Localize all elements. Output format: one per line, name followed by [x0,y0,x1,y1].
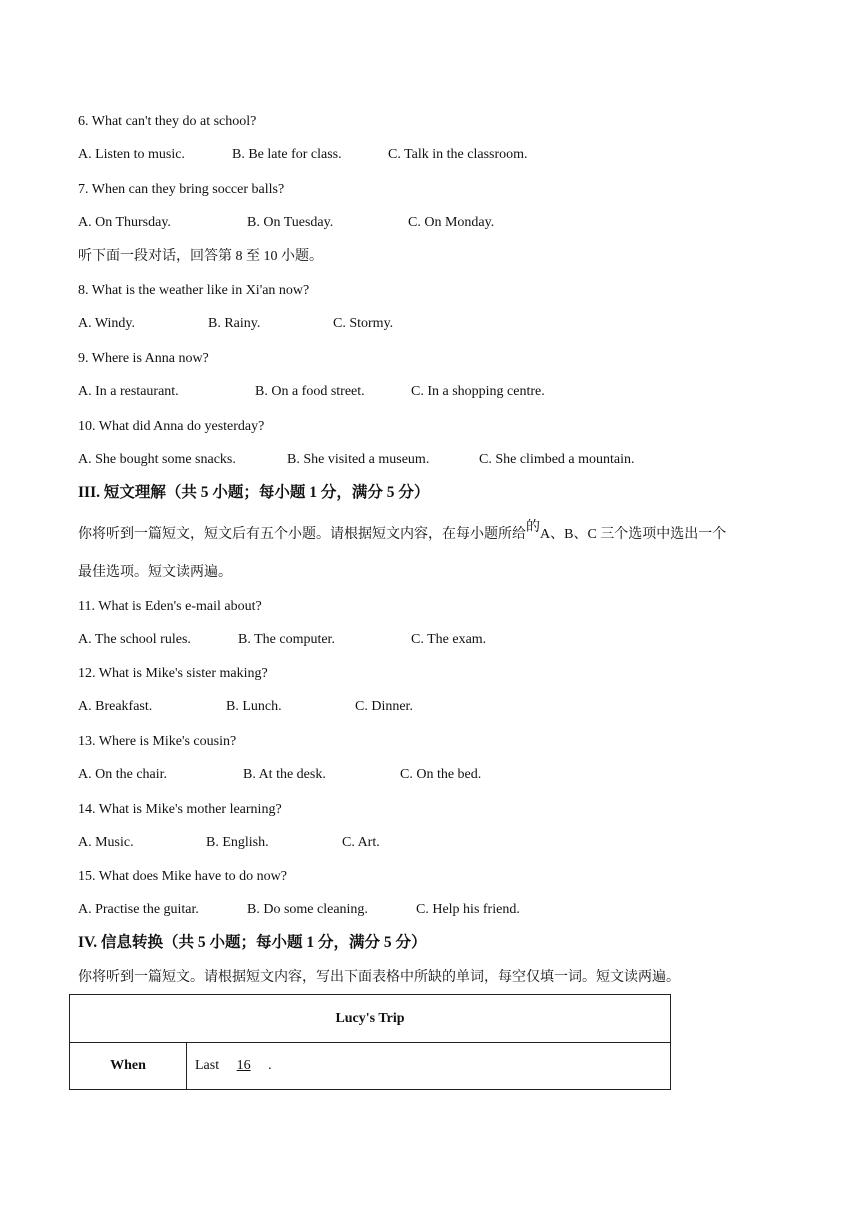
row-suffix: . [268,1058,272,1073]
option-12b: B. Lunch. [226,699,282,714]
option-14a: A. Music. [78,835,134,850]
section-3-instruction-part1: 你将听到一篇短文，短文后有五个小题。请根据短文内容，在每小题所给 [78,527,526,542]
question-6: 6. What can't they do at school? [78,114,257,129]
option-10b: B. She visited a museum. [287,452,430,467]
option-9c: C. In a shopping centre. [411,384,545,399]
option-13c: C. On the bed. [400,767,482,782]
question-11: 11. What is Eden's e-mail about? [78,599,262,614]
answer-blank-16[interactable]: 16 [236,1058,251,1073]
question-8: 8. What is the weather like in Xi'an now? [78,283,310,298]
option-13a: A. On the chair. [78,767,168,782]
question-13: 13. Where is Mike's cousin? [78,734,237,749]
option-7b: B. On Tuesday. [247,215,334,230]
question-7: 7. When can they bring soccer balls? [78,182,285,197]
option-13b: B. At the desk. [243,767,326,782]
table-header: Lucy's Trip [70,995,671,1043]
option-14b: B. English. [206,835,269,850]
lucys-trip-table [69,994,671,1090]
table-row [70,1043,671,1090]
option-11c: C. The exam. [411,632,487,647]
option-12c: C. Dinner. [355,699,413,714]
option-15b: B. Do some cleaning. [247,902,368,917]
option-15a: A. Practise the guitar. [78,902,199,917]
option-8a: A. Windy. [78,316,135,331]
table-header-row [70,995,671,1043]
option-11b: B. The computer. [238,632,335,647]
question-15: 15. What does Mike have to do now? [78,869,287,884]
option-8c: C. Stormy. [333,316,394,331]
section-3-instruction-part2: A、B、C 三个选项中选出一个 [540,527,727,542]
option-12a: A. Breakfast. [78,699,153,714]
question-10: 10. What did Anna do yesterday? [78,419,265,434]
section-3-title: III. 短文理解（共 5 小题；每小题 1 分，满分 5 分） [78,484,430,501]
question-9: 9. Where is Anna now? [78,351,209,366]
section-3-instruction-sup: 的 [526,520,540,535]
option-10c: C. She climbed a mountain. [479,452,635,467]
option-15c: C. Help his friend. [416,902,520,917]
row-label-when: When [70,1043,187,1090]
option-8b: B. Rainy. [208,316,261,331]
question-14: 14. What is Mike's mother learning? [78,802,282,817]
option-11a: A. The school rules. [78,632,191,647]
section-3-instruction-line2: 最佳选项。短文读两遍。 [78,565,232,580]
option-6c: C. Talk in the classroom. [388,147,528,162]
option-14c: C. Art. [342,835,380,850]
section-4-instruction: 你将听到一篇短文。请根据短文内容，写出下面表格中所缺的单词，每空仅填一词。短文读两遍。 [78,970,680,985]
instruction-8-10: 听下面一段对话，回答第 8 至 10 小题。 [78,249,323,264]
option-9a: A. In a restaurant. [78,384,179,399]
question-12: 12. What is Mike's sister making? [78,666,268,681]
option-6a: A. Listen to music. [78,147,185,162]
section-4-title: IV. 信息转换（共 5 小题；每小题 1 分，满分 5 分） [78,934,427,951]
option-9b: B. On a food street. [255,384,365,399]
option-6b: B. Be late for class. [232,147,342,162]
row-value-when [187,1043,671,1090]
option-7c: C. On Monday. [408,215,495,230]
row-prefix: Last [195,1058,220,1073]
option-7a: A. On Thursday. [78,215,171,230]
option-10a: A. She bought some snacks. [78,452,236,467]
section-3-instruction [78,520,727,544]
